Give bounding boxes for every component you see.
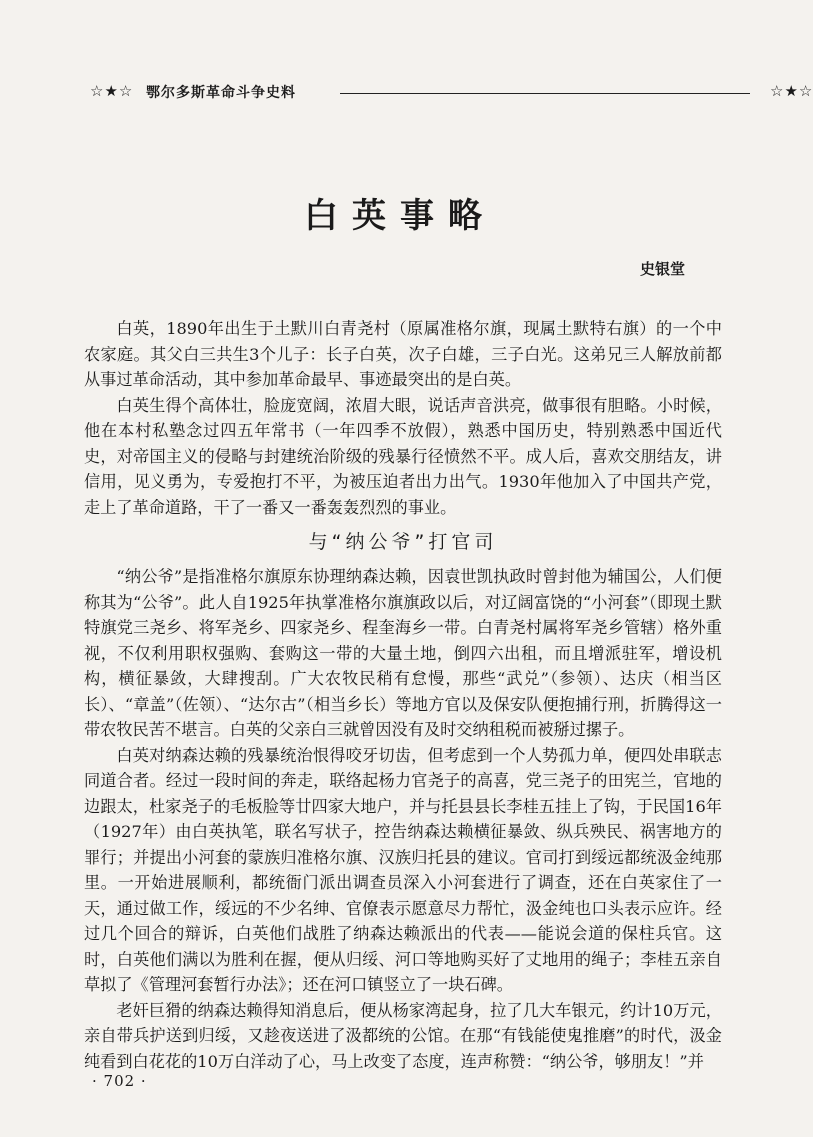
paragraph: 白英生得个高体壮，脸庞宽阔，浓眉大眼，说话声音洪亮，做事很有胆略。小时候，他在本村私塾念过四五年常书（一年四季不放假），熟悉中国历史，特别熟悉中国近代史，对帝国主义的侵略与封建统治阶级的残暴行径愤然不平。成人后，喜欢交朋结友，讲信用，见义勇为，专爱抱打不平，为被压迫者出力出气。1930年他加入了中国共产党，走上了革命道路，干了一番又一番轰轰烈烈的事业。 [84, 395, 722, 517]
article-body [84, 316, 722, 1074]
section-heading: 与“纳公爷”打官司 [308, 531, 498, 553]
author-name: 史银堂 [640, 260, 686, 278]
paragraph: “纳公爷”是指准格尔旗原东协理纳森达赖，因袁世凯执政时曾封他为辅国公，人们便称其为“公爷”。此人自1925年执掌准格尔旗旗政以后，对辽阔富饶的“小河套”（即现土默特旗党三尧乡、将军尧乡、四家尧乡、程奎海乡一带。白青尧村属将军尧乡管辖）格外重视，不仅利用职权强购、套购这一带的大量土地，倒四六出租，而且增派驻军，增设机构，横征暴敛，大肆搜刮。广大农牧民稍有怠慢，那些“武兑”（参领）、达庆（相当区长）、“章盖”（佐领）、“达尔古”（相当乡长）等地方官以及保安队便抱捕行刑，折腾得这一带农牧民苦不堪言。白英的父亲白三就曾因没有及时交纳租税而被掰过摞子。 [84, 567, 722, 739]
page-number: · 702 · [92, 1072, 147, 1090]
running-header [90, 82, 813, 102]
stars-decoration-right: ☆★☆ [770, 82, 813, 100]
paragraph: 白英，1890年出生于土默川白青尧村（原属准格尔旗，现属土默特右旗）的一个中农家庭。其父白三共生3个儿子：长子白英，次子白雄，三子白光。这弟兄三人解放前都从事过革命活动，其中参加革命最早、事迹最突出的是白英。 [84, 319, 722, 389]
paragraph: 白英对纳森达赖的残暴统治恨得咬牙切齿，但考虑到一个人势孤力单，便四处串联志同道合者。经过一段时间的奔走，联络起杨力官尧子的高喜，党三尧子的田宪兰，官地的边跟太，杜家尧子的毛板脸等廿四家大地户，并与托县县长李桂五挂上了钩，于民国16年（1927年）由白英执笔，联名写状子，控告纳森达赖横征暴敛、纵兵殃民、祸害地方的罪行；并提出小河套的蒙族归准格尔旗、汉族归托县的建议。官司打到绥远都统汲金纯那里。一开始进展顺利，都统衙门派出调查员深入小河套进行了调查，还在白英家住了一天，通过做工作，绥远的不少名绅、官僚表示愿意尽力帮忙，汲金纯也口头表示应许。经过几个回合的辩诉，白英他们战胜了纳森达赖派出的代表——能说会道的保柱兵官。这时，白英他们满以为胜利在握，便从归绥、河口等地购买好了丈地用的绳子；李桂五亲自草拟了《管理河套暂行办法》；还在河口镇竖立了一块石碑。 [84, 745, 722, 994]
running-header-title: 鄂尔多斯革命斗争史料 [146, 85, 296, 101]
paragraph: 老奸巨猾的纳森达赖得知消息后，便从杨家湾起身，拉了几大车银元，约计10万元，亲自带兵护送到归绥，又趁夜送进了汲都统的公馆。在那“有钱能使鬼推磨”的时代，汲金纯看到白花花的10万白洋动了心，马上改变了态度，连声称赞：“纳公爷，够朋友！”并 [84, 1000, 722, 1071]
article-title: 白英事略 [304, 196, 496, 236]
stars-decoration-left: ☆★☆ [90, 82, 134, 100]
header-rule [340, 93, 750, 94]
